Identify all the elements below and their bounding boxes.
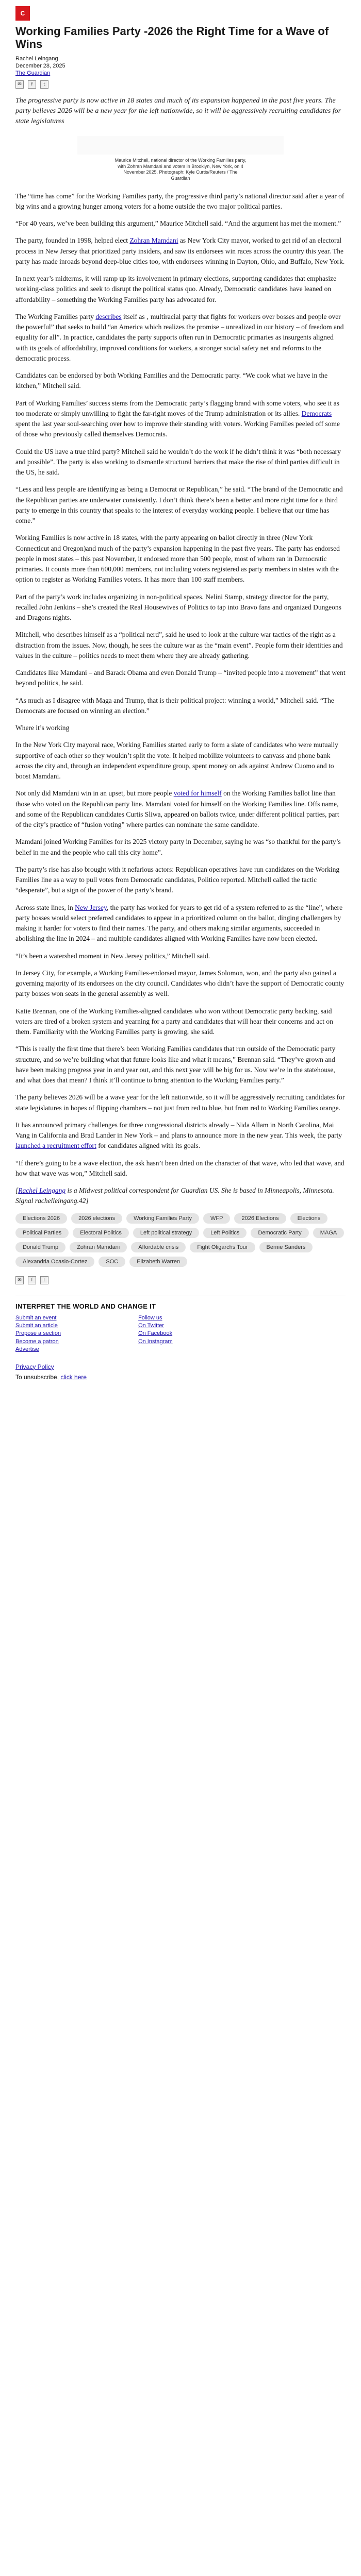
tag-chip[interactable]: Left political strategy [133, 1228, 199, 1238]
paragraph: “This is really the first time that there’s been Working Families candidates that run outside of the Democratic party structure, and so we’re building what that future looks like and what it means,” Brennan said. “They’ve grown and have been making progress year in and year out, and this next year will be big for us. Now we’re in the statehouse, and what does that mean? I think it’ll continue to bring attention to the Working Families party.” [15, 1045, 336, 1084]
paragraph: Not only did Mamdani win in an upset, but more people voted for himself on the Working Families ballot line than those who voted on the Republican party line. Mamdani voted for himself on the Working Families line. Offs name, and some of the Republican candidates Curtis Sliwa, appeared on ballots twice, under different political parties, part of the city’s practice of “fusion voting” where parties can nominate the same candidate. [15, 789, 339, 829]
footer-link-item [15, 1322, 61, 1330]
facebook-share-icon[interactable]: f [28, 80, 36, 89]
paragraph: Mitchell, who describes himself as a “political nerd”, said he used to look at the culture war tactics of the right as a distraction from the issues. Now, though, he sees the culture war as the “main event”. People form their identities and values in the culture – politics needs to meet them where they are already gathering. [15, 631, 343, 659]
inline-link[interactable]: describes [95, 312, 122, 320]
tag-chip[interactable]: Fight Oligarchs Tour [190, 1242, 255, 1252]
footer-link[interactable]: Advertise [15, 1346, 39, 1353]
paragraph: “If there’s going to be a wave election, the ask hasn’t been dried on the character of that wave, who led that wave, and how that wave was won,” Mitchell said. [15, 1159, 344, 1177]
paragraph: Katie Brennan, one of the Working Families-aligned candidates who won without Democratic party backing, said voters are tired of a broken system and yearning for a party and candidates that will hear their concerns and act on them. Familiarity with the Working Families party is growing, she said. [15, 1007, 333, 1036]
inline-link[interactable]: Zohran Mamdani [129, 236, 178, 245]
tag-chip[interactable]: Elizabeth Warren [129, 1257, 187, 1267]
paragraph: In next year’s midterms, it will ramp up its involvement in primary elections, supporting candidates that emphasize working-class politics and seek to disrupt the political status quo. Already, Democratic candidates have leaned on affordability – something the Working Families party has advocated for. [15, 275, 337, 303]
tag-chip[interactable]: Electoral Politics [73, 1228, 129, 1238]
share-toolbar [15, 80, 346, 89]
paragraph: The party believes 2026 will be a wave year for the left nationwide, so it will be aggressively recruiting candidates for state legislatures in hopes of flipping chambers – not just from red to blue, but from red to Working Families orange. [15, 1093, 345, 1112]
footer-link-item [15, 1330, 61, 1337]
site-logo[interactable]: C [15, 6, 30, 21]
unsubscribe-line: To unsubscribe, click here [15, 1373, 87, 1381]
source-link[interactable]: The Guardian [15, 70, 51, 77]
tag-chip[interactable]: Bernie Sanders [259, 1242, 313, 1252]
footer-link[interactable]: On Instagram [138, 1338, 173, 1345]
footer-link-item [138, 1314, 173, 1322]
footer-link[interactable]: Submit an event [15, 1314, 57, 1321]
inline-link[interactable]: New Jersey [75, 903, 107, 911]
paragraph: Candidates can be endorsed by both Working Families and the Democratic party. “We cook what we have in the kitchen,” Mitchell said. [15, 371, 328, 390]
tag-chip[interactable]: Working Families Party [126, 1213, 199, 1224]
twitter-share-icon[interactable]: t [40, 1276, 48, 1284]
article-dek: The progressive party is now active in 18 states and much of its expansion happened in the past five years. The party believes 2026 will be a new year for the left nationwide, so it will be aggressively recruiting candidates for state legislatures [15, 97, 341, 126]
photo-caption: Maurice Mitchell, national director of the Working Families party, with Zohran Mamdani and voters in Brooklyn, New York, on 4 November 2025. Photograph: Kyle Curtis/Reuters / The Guardian [114, 157, 247, 181]
email-share-icon[interactable]: ✉ [15, 1276, 24, 1284]
tag-chip[interactable]: MAGA [313, 1228, 344, 1238]
footer-band [15, 1296, 346, 1354]
paragraph: “Less and less people are identifying as being a Democrat or Republican,” he said. “The brand of the Democratic and the Republican parties are underwater consistently. I don’t think there’s been a better and more right time for a third party to emerge in this country that speaks to the interest of everyday working people. I believe that our time has come.” [15, 485, 343, 525]
tag-chip[interactable]: Political Parties [15, 1228, 69, 1238]
paragraph: Across state lines, in New Jersey, the party has worked for years to get rid of a system referred to as the “line”, where party bosses would select preferred candidates to appear in a prioritized column on the ballot, dinging challengers by making it harder for voters to find their names. The party, and others making similar arguments, succeeded in abolishing the line in 2024 – and multiple candidates aligned with Working Families have now been elected. [15, 903, 343, 943]
paragraph: “For 40 years, we’ve been building this argument,” Maurice Mitchell said. “And the argument has met the moment.” [15, 219, 341, 228]
paragraph: Part of Working Families’ success stems from the Democratic party’s flagging brand with some voters, who see it as too moderate or simply unwilling to fight the far-right moves of the Trump administration or its allies. Democrats spent the last year soul-searching over how to improve their standing with voters. Working Families peeled off some of those who previously called themselves Democrats. [15, 399, 340, 438]
tag-chip[interactable]: Affordable crisis [131, 1242, 186, 1252]
paragraph: The party’s rise has also brought with it nefarious actors: Republican operatives have run candidates on the Working Families line as a way to pull votes from Democratic candidates, Politico reported. Mitchell called the tactic “desperate”, but a sign of the power of the party’s brand. [15, 865, 340, 894]
footer-columns [15, 1314, 346, 1354]
article-headline: Working Families Party -2026 the Right Time for a Wave of Wins [15, 25, 329, 51]
tag-chip[interactable]: Donald Trump [15, 1242, 65, 1252]
footer-link[interactable]: Follow us [138, 1314, 162, 1321]
paragraph: “It’s been a watershed moment in New Jersey politics,” Mitchell said. [15, 952, 210, 960]
paragraph: “As much as I disagree with Maga and Trump, that is their political project: winning a world,” Mitchell said. “The Democrats are focused on winning an election.” [15, 696, 334, 715]
paragraph: The “time has come” for the Working Families party, the progressive third party’s national director said after a year of big wins and a growing hunger among voters for a home outside the two major political parties. [15, 192, 344, 210]
paragraph: The party, founded in 1998, helped elect Zohran Mamdani as New York City mayor, worked to get rid of an electoral process in New Jersey that prioritized party insiders, and saw its endorsees win races across the country this year. The party has made inroads beyond deep-blue cities too, with endorsees winning in Dayton, Ohio, and Buffalo, New York. [15, 236, 345, 265]
lead-figure [77, 136, 284, 182]
paragraph: In the New York City mayoral race, Working Families started early to form a slate of candidates who were mutually supportive of each other so they wouldn’t split the vote. It helped mobilize volunteers to canvass and phone bank across the city and, through an independent expenditure group, spent money on ads against Andrew Cuomo and to boost Mamdani. [15, 741, 338, 781]
tag-chip[interactable]: Elections 2026 [15, 1213, 67, 1224]
paragraph: In Jersey City, for example, a Working Families-endorsed mayor, James Solomon, won, and the party also gained a governing majority of its endorsees on the city council. Candidates who didn’t have the support of Democratic county party bosses won seats in the general assembly as well. [15, 969, 344, 998]
paragraph: Candidates like Mamdani – and Barack Obama and even Donald Trump – “invited people into a movement” that went beyond politics, he said. [15, 669, 346, 687]
inline-link[interactable]: voted for himself [173, 789, 222, 798]
section-subhead: Where it’s working [15, 724, 70, 732]
email-share-icon[interactable]: ✉ [15, 80, 24, 89]
author-credit: [Rachel Leingang is a Midwest political correspondent for Guardian US. She is based in Minneapolis, Minnesota. Signal rachelleingang.42] [15, 1187, 334, 1205]
page-bottom [15, 1363, 346, 1381]
tag-chip[interactable]: SOC [99, 1257, 125, 1267]
inline-link[interactable]: launched a recruitment effort [15, 1142, 96, 1150]
inline-link[interactable]: Democrats [301, 409, 332, 417]
tag-chip[interactable]: Left Politics [203, 1228, 247, 1238]
tag-chip[interactable]: 2026 elections [71, 1213, 122, 1224]
footer-link[interactable]: On Facebook [138, 1330, 173, 1337]
footer-link-item [138, 1338, 173, 1346]
tag-chip[interactable]: 2026 Elections [234, 1213, 286, 1224]
footer-link[interactable]: Propose a section [15, 1330, 61, 1337]
footer-link[interactable]: Become a patron [15, 1338, 59, 1345]
tag-chip[interactable]: Alexandria Ocasio-Cortez [15, 1257, 94, 1267]
article-byline: Rachel Leingang [15, 55, 58, 62]
tag-chip[interactable]: Zohran Mamdani [70, 1242, 127, 1252]
privacy-policy-link[interactable]: Privacy Policy [15, 1363, 54, 1370]
author-link[interactable]: Rachel Leingang [18, 1187, 66, 1195]
paragraph: Part of the party’s work includes organizing in non-political spaces. Nelini Stamp, strategy director for the party, recalled John Jenkins – she’s created the Real Housewives of Politics to tap into Bravo fans and organized Dungeons and Dragons nights. [15, 592, 341, 622]
footer-link[interactable]: Submit an article [15, 1323, 58, 1329]
article-date: December 28, 2025 [15, 63, 65, 70]
paragraph: The Working Families party describes itself as ‚ multiracial party that fights for workers over bosses and people over the powerful” that seeks to build “an America which realizes the promise – unrealized in our history – of freedom and equality for all”. In practice, candidates the party supports often run in Democratic primaries as insurgents aligned with its goals of affordability, improved conditions for workers, a stronger social safety net and reforms to the democratic process. [15, 312, 344, 362]
paragraph: Could the US have a true third party? Mitchell said he wouldn’t do the work if he didn’t think it was “both necessary and possible”. The party is also working to dismantle structural barriers that make the rise of third parties difficult in the US, he said. [15, 447, 341, 477]
footer-link-item [138, 1330, 173, 1337]
footer-link-item [15, 1314, 61, 1322]
paragraph: It has announced primary challenges for three congressional districts already – Nida Allam in North Carolina, Mai Vang in California and Brad Lander in New York – and plans to announce more in the new year. This week, the party launched a recruitment effort for candidates aligned with its goals. [15, 1121, 342, 1150]
article-body [15, 191, 346, 1207]
paragraph: Working Families is now active in 18 states, with the party appearing on ballot directly in three (New York Connecticut and Oregon)and much of the party’s expansion happening in the past five years. The party has endorsed people in most states – this past November, it endorsed more than 500 people, most of whom ran in Democratic primaries. It counts more than 600,000 members, not including voters registered as party members in states with the option to register as Working Families voters. It has more than 100 staff members. [15, 534, 340, 584]
footer-link-item [138, 1322, 173, 1330]
footer-link-item [15, 1346, 61, 1353]
unsubscribe-link[interactable]: click here [60, 1373, 87, 1381]
article-source [15, 70, 346, 76]
tag-chip[interactable]: Democratic Party [251, 1228, 308, 1238]
tag-chip[interactable]: WFP [203, 1213, 230, 1224]
facebook-share-icon[interactable]: f [28, 1276, 36, 1284]
footer-col-right [138, 1314, 173, 1354]
share-toolbar-bottom [15, 1276, 346, 1284]
lead-photo [77, 136, 284, 155]
twitter-share-icon[interactable]: t [40, 80, 48, 89]
footer-col-left [15, 1314, 61, 1354]
tag-list [15, 1213, 346, 1267]
paragraph: Mamdani joined Working Families for its 2025 victory party in December, saying he was “so thankful for the party’s belief in me and the people who call this city home”. [15, 838, 341, 856]
tag-chip[interactable]: Elections [290, 1213, 328, 1224]
footer-link-item [15, 1338, 61, 1346]
footer-link[interactable]: On Twitter [138, 1323, 164, 1329]
footer-heading: INTERPRET THE WORLD AND CHANGE IT [15, 1302, 156, 1310]
